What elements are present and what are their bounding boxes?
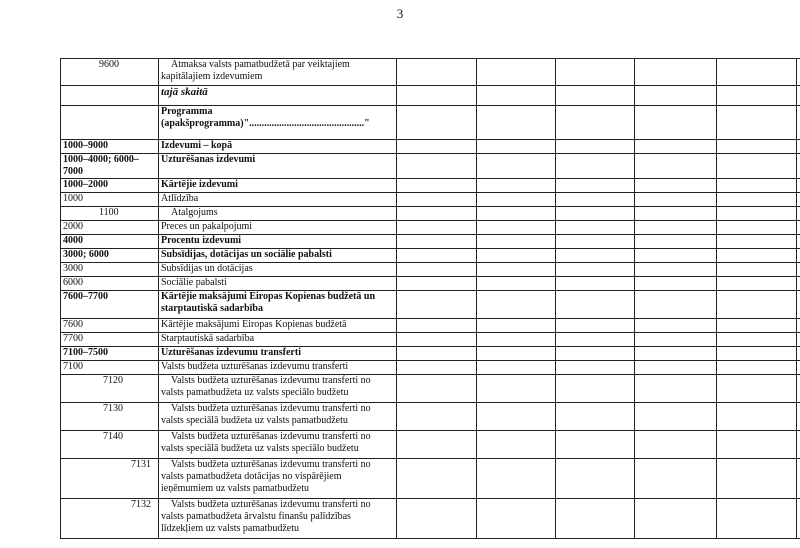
row-code: 7130: [61, 403, 159, 431]
value-cell: [556, 235, 635, 249]
value-cell: [717, 403, 797, 431]
row-description: Subsīdijas un dotācijas: [159, 263, 397, 277]
value-cell: [477, 193, 556, 207]
row-code: 2000: [61, 221, 159, 235]
value-cell: [477, 249, 556, 263]
table-row: [61, 277, 800, 291]
table-row: [61, 403, 800, 431]
row-code: [61, 106, 159, 140]
value-cell: [477, 86, 556, 106]
row-description: Valsts budžeta uzturēšanas izdevumu transferti no valsts pamatbudžeta uz valsts speciālo budžetu: [159, 375, 397, 403]
value-cell: [717, 361, 797, 375]
row-description: Valsts budžeta uzturēšanas izdevumu transferti: [159, 361, 397, 375]
value-cell: [397, 431, 477, 459]
table-row: [61, 106, 800, 140]
value-cell: [397, 59, 477, 86]
value-cell: [717, 459, 797, 499]
value-cell: [556, 319, 635, 333]
value-cell: [556, 154, 635, 179]
value-cell: [477, 499, 556, 539]
value-cell: [556, 459, 635, 499]
value-cell: [397, 249, 477, 263]
value-cell: [717, 249, 797, 263]
row-code: 3000; 6000: [61, 249, 159, 263]
value-cell: [397, 207, 477, 221]
value-cell: [477, 459, 556, 499]
row-description: Kārtējie maksājumi Eiropas Kopienas budžetā: [159, 319, 397, 333]
value-cell: [397, 221, 477, 235]
value-cell: [717, 333, 797, 347]
row-code: 1000–4000; 6000–7000: [61, 154, 159, 179]
value-cell: [797, 333, 800, 347]
table-row: [61, 333, 800, 347]
row-code: 7132: [61, 499, 159, 539]
value-cell: [477, 221, 556, 235]
value-cell: [635, 277, 717, 291]
value-cell: [797, 277, 800, 291]
value-cell: [477, 319, 556, 333]
value-cell: [635, 319, 717, 333]
table-row: [61, 59, 800, 86]
value-cell: [635, 361, 717, 375]
value-cell: [397, 361, 477, 375]
row-description: Valsts budžeta uzturēšanas izdevumu transferti no valsts speciālā budžeta uz valsts speciālo budžetu: [159, 431, 397, 459]
value-cell: [397, 403, 477, 431]
table-row: [61, 291, 800, 319]
row-code: 7100: [61, 361, 159, 375]
value-cell: [477, 347, 556, 361]
value-cell: [635, 193, 717, 207]
value-cell: [556, 86, 635, 106]
value-cell: [556, 249, 635, 263]
value-cell: [635, 291, 717, 319]
value-cell: [635, 207, 717, 221]
value-cell: [397, 140, 477, 154]
row-description: Valsts budžeta uzturēšanas izdevumu transferti no valsts pamatbudžeta dotācijas no vispārējiem ieņēmumiem uz valsts pamatbudžetu: [159, 459, 397, 499]
value-cell: [635, 499, 717, 539]
value-cell: [477, 263, 556, 277]
row-code: 7600: [61, 319, 159, 333]
value-cell: [556, 361, 635, 375]
row-description: Valsts budžeta uzturēšanas izdevumu transferti no valsts pamatbudžeta ārvalstu finanšu palīdzības līdzekļiem uz valsts pamatbudžetu: [159, 499, 397, 539]
row-description: Uzturēšanas izdevumi: [159, 154, 397, 179]
value-cell: [477, 235, 556, 249]
value-cell: [797, 403, 800, 431]
row-code: 7100–7500: [61, 347, 159, 361]
value-cell: [477, 179, 556, 193]
value-cell: [717, 277, 797, 291]
value-cell: [477, 154, 556, 179]
value-cell: [717, 179, 797, 193]
value-cell: [556, 333, 635, 347]
value-cell: [717, 140, 797, 154]
value-cell: [397, 179, 477, 193]
table-row: [61, 459, 800, 499]
value-cell: [797, 319, 800, 333]
value-cell: [477, 59, 556, 86]
value-cell: [556, 291, 635, 319]
value-cell: [717, 86, 797, 106]
table-row: [61, 154, 800, 179]
row-description: Atalgojums: [159, 207, 397, 221]
row-description: Sociālie pabalsti: [159, 277, 397, 291]
row-description: Uzturēšanas izdevumu transferti: [159, 347, 397, 361]
value-cell: [397, 193, 477, 207]
value-cell: [397, 459, 477, 499]
value-cell: [477, 431, 556, 459]
table-row: [61, 179, 800, 193]
row-code: 7120: [61, 375, 159, 403]
table-row: [61, 140, 800, 154]
table-row: [61, 375, 800, 403]
value-cell: [635, 347, 717, 361]
table-row: [61, 86, 800, 106]
page-number: 3: [396, 6, 404, 21]
value-cell: [717, 431, 797, 459]
table-row: [61, 263, 800, 277]
value-cell: [717, 347, 797, 361]
row-description: Programma (apakšprogramma)"..............................................": [159, 106, 397, 140]
value-cell: [556, 431, 635, 459]
row-code: 7700: [61, 333, 159, 347]
table-row: [61, 221, 800, 235]
value-cell: [397, 375, 477, 403]
value-cell: [717, 499, 797, 539]
value-cell: [797, 263, 800, 277]
table-row: [61, 361, 800, 375]
row-description: Kārtējie maksājumi Eiropas Kopienas budžetā un starptautiskā sadarbība: [159, 291, 397, 319]
value-cell: [635, 106, 717, 140]
value-cell: [797, 361, 800, 375]
value-cell: [477, 375, 556, 403]
value-cell: [556, 347, 635, 361]
value-cell: [397, 277, 477, 291]
value-cell: [635, 403, 717, 431]
value-cell: [797, 86, 800, 106]
value-cell: [397, 347, 477, 361]
value-cell: [556, 140, 635, 154]
value-cell: [635, 375, 717, 403]
value-cell: [635, 179, 717, 193]
value-cell: [397, 106, 477, 140]
value-cell: [635, 154, 717, 179]
value-cell: [635, 459, 717, 499]
value-cell: [717, 375, 797, 403]
value-cell: [635, 221, 717, 235]
value-cell: [556, 221, 635, 235]
row-code: 6000: [61, 277, 159, 291]
value-cell: [397, 263, 477, 277]
row-code: 7600–7700: [61, 291, 159, 319]
value-cell: [717, 154, 797, 179]
row-description: Kārtējie izdevumi: [159, 179, 397, 193]
value-cell: [797, 154, 800, 179]
value-cell: [477, 333, 556, 347]
table-row: [61, 249, 800, 263]
value-cell: [556, 499, 635, 539]
row-code: 7140: [61, 431, 159, 459]
budget-table: [60, 58, 800, 539]
value-cell: [797, 221, 800, 235]
value-cell: [635, 140, 717, 154]
table-row: [61, 193, 800, 207]
value-cell: [477, 403, 556, 431]
table-row: [61, 431, 800, 459]
value-cell: [635, 59, 717, 86]
value-cell: [635, 249, 717, 263]
value-cell: [397, 499, 477, 539]
row-code: [61, 86, 159, 106]
value-cell: [797, 179, 800, 193]
value-cell: [477, 140, 556, 154]
value-cell: [477, 277, 556, 291]
value-cell: [397, 319, 477, 333]
row-code: 4000: [61, 235, 159, 249]
value-cell: [717, 193, 797, 207]
value-cell: [397, 154, 477, 179]
value-cell: [635, 333, 717, 347]
row-code: 9600: [61, 59, 159, 86]
value-cell: [797, 459, 800, 499]
value-cell: [797, 140, 800, 154]
value-cell: [556, 193, 635, 207]
value-cell: [635, 263, 717, 277]
value-cell: [477, 207, 556, 221]
value-cell: [556, 277, 635, 291]
table-row: [61, 347, 800, 361]
value-cell: [717, 221, 797, 235]
row-code: 1000–9000: [61, 140, 159, 154]
table-row: [61, 207, 800, 221]
value-cell: [556, 106, 635, 140]
value-cell: [556, 375, 635, 403]
value-cell: [797, 207, 800, 221]
value-cell: [797, 347, 800, 361]
value-cell: [797, 235, 800, 249]
row-description: Subsīdijas, dotācijas un sociālie pabalsti: [159, 249, 397, 263]
value-cell: [397, 235, 477, 249]
value-cell: [717, 59, 797, 86]
table-row: [61, 499, 800, 539]
row-description: Starptautiskā sadarbība: [159, 333, 397, 347]
row-description: Atlīdzība: [159, 193, 397, 207]
value-cell: [717, 291, 797, 319]
value-cell: [717, 106, 797, 140]
row-description: Atmaksa valsts pamatbudžetā par veiktajiem kapitālajiem izdevumiem: [159, 59, 397, 86]
value-cell: [556, 403, 635, 431]
value-cell: [797, 431, 800, 459]
value-cell: [477, 361, 556, 375]
value-cell: [477, 291, 556, 319]
value-cell: [556, 179, 635, 193]
row-code: 7131: [61, 459, 159, 499]
row-description: tajā skaitā: [159, 86, 397, 106]
value-cell: [797, 375, 800, 403]
row-description: Preces un pakalpojumi: [159, 221, 397, 235]
value-cell: [797, 106, 800, 140]
row-description: Izdevumi – kopā: [159, 140, 397, 154]
value-cell: [717, 319, 797, 333]
value-cell: [556, 207, 635, 221]
value-cell: [556, 263, 635, 277]
table-row: [61, 235, 800, 249]
value-cell: [635, 431, 717, 459]
table-row: [61, 319, 800, 333]
value-cell: [635, 235, 717, 249]
value-cell: [797, 193, 800, 207]
value-cell: [635, 86, 717, 106]
row-code: 1100: [61, 207, 159, 221]
row-description: Valsts budžeta uzturēšanas izdevumu transferti no valsts speciālā budžeta uz valsts pamatbudžetu: [159, 403, 397, 431]
value-cell: [556, 59, 635, 86]
row-code: 1000–2000: [61, 179, 159, 193]
value-cell: [797, 291, 800, 319]
value-cell: [797, 499, 800, 539]
value-cell: [397, 86, 477, 106]
value-cell: [477, 106, 556, 140]
row-code: 1000: [61, 193, 159, 207]
value-cell: [717, 207, 797, 221]
value-cell: [397, 333, 477, 347]
row-description: Procentu izdevumi: [159, 235, 397, 249]
value-cell: [397, 291, 477, 319]
value-cell: [717, 235, 797, 249]
value-cell: [797, 249, 800, 263]
value-cell: [797, 59, 800, 86]
row-code: 3000: [61, 263, 159, 277]
value-cell: [717, 263, 797, 277]
